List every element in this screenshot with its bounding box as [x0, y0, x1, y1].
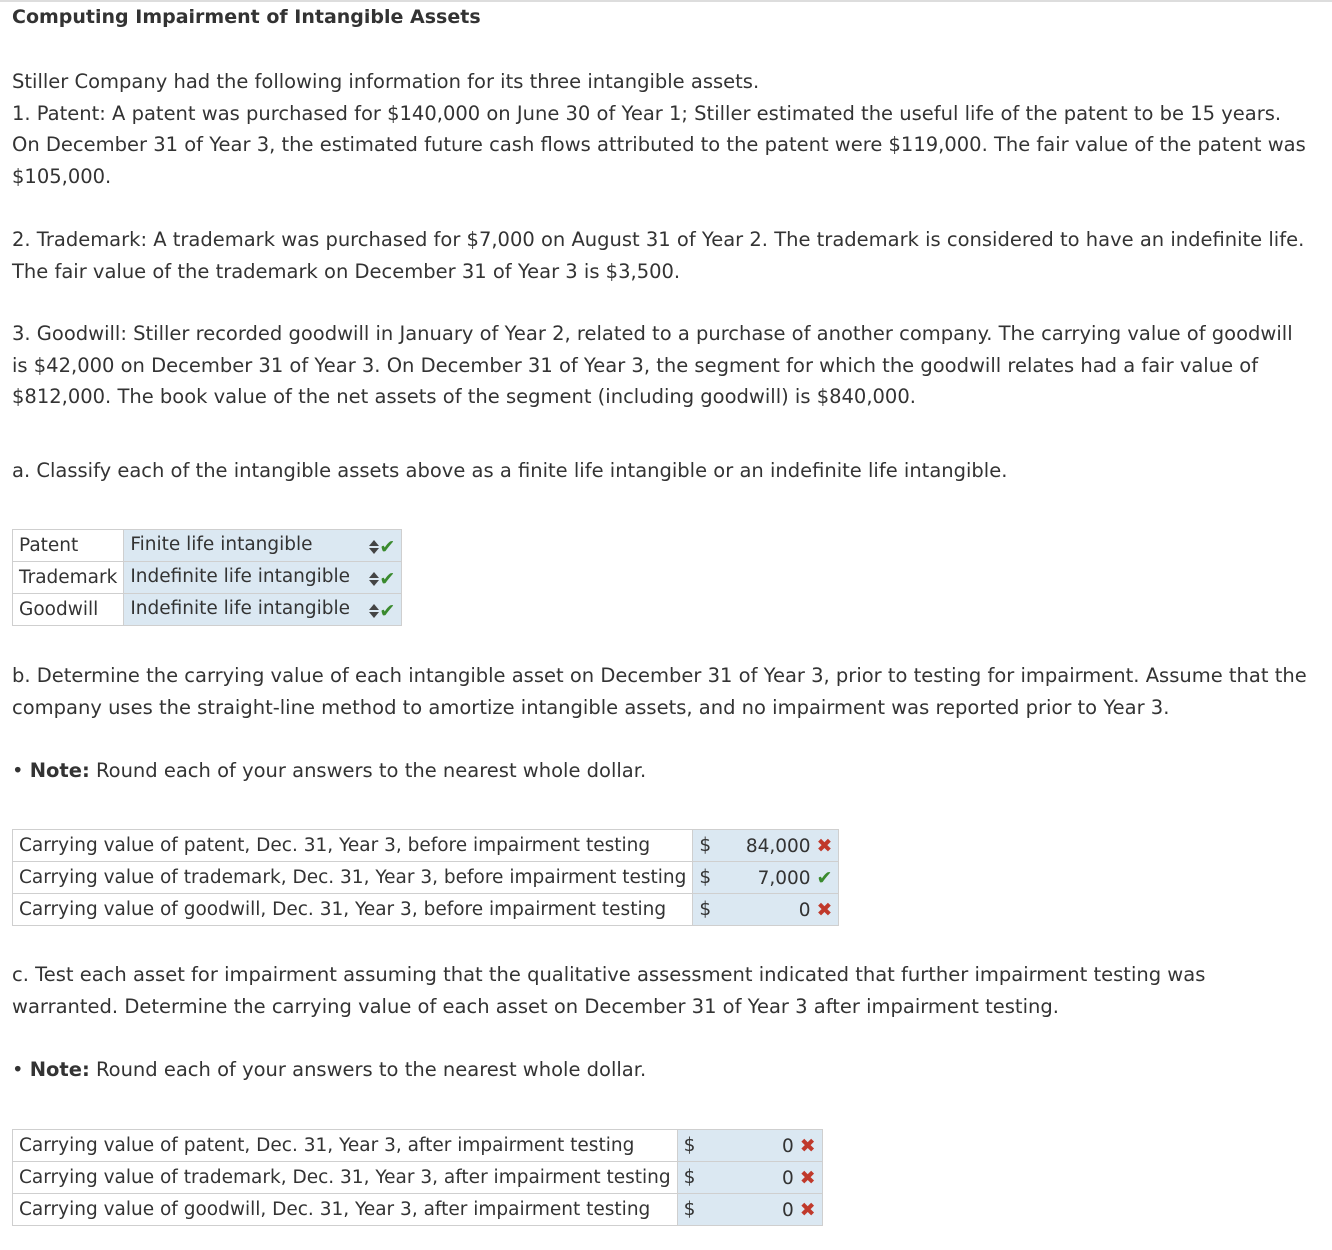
row-label: Carrying value of patent, Dec. 31, Year 3, after impairment testing [13, 1130, 678, 1162]
select-value: Indefinite life intangible [130, 597, 351, 619]
note-label: Note: [29, 759, 90, 782]
row-label: Carrying value of trademark, Dec. 31, Year 3, after impairment testing [13, 1162, 678, 1194]
carrying-value-input[interactable] [677, 1162, 822, 1194]
classification-select[interactable] [124, 530, 402, 562]
table-row [13, 830, 839, 862]
item-goodwill: 3. Goodwill: Stiller recorded goodwill in January of Year 2, related to a purchase of another company. The carrying value of goodwill is $42,000 on December 31 of Year 3. On December 31 of Year 3, the segment for which the goodwill relates had a fair value of $812,000. The book value of the net assets of the segment (including goodwill) is $840,000. [12, 322, 1293, 408]
cross-icon: ✖ [816, 834, 833, 857]
table-row [13, 594, 402, 626]
carrying-value-input[interactable] [693, 862, 839, 894]
check-icon: ✔ [379, 599, 396, 622]
part-a-question: a. Classify each of the intangible assets above as a finite life intangible or an indefinite life intangible. [12, 459, 1008, 482]
row-label: Carrying value of goodwill, Dec. 31, Year 3, before impairment testing [13, 894, 693, 926]
part-c-note: • Note: Round each of your answers to the nearest whole dollar. [12, 1058, 647, 1081]
table-row [13, 894, 839, 926]
table-row [13, 1162, 823, 1194]
dollar-sign: $ [699, 866, 712, 888]
row-label: Goodwill [13, 594, 124, 626]
select-value: Indefinite life intangible [130, 565, 351, 587]
table-row [13, 1194, 823, 1226]
dropdown-arrows-icon[interactable] [369, 572, 378, 586]
input-value: 0 [782, 1167, 794, 1189]
table-row [13, 1130, 823, 1162]
row-label: Carrying value of patent, Dec. 31, Year 3, before impairment testing [13, 830, 693, 862]
input-value: 0 [798, 899, 811, 921]
note-text: Round each of your answers to the nearest whole dollar. [89, 1058, 647, 1081]
input-value: 84,000 [745, 835, 811, 857]
item-patent: 1. Patent: A patent was purchased for $140,000 on June 30 of Year 1; Stiller estimated the useful life of the patent to be 15 years. On December 31 of Year 3, the estimated future cash flows attributed to the patent were $119,000. The fair value of the patent was $105,000. [12, 101, 1306, 188]
part-a-table [12, 529, 402, 626]
page-title: Computing Impairment of Intangible Assets [12, 6, 481, 28]
dropdown-arrows-icon[interactable] [369, 540, 378, 554]
dollar-sign: $ [683, 1166, 696, 1188]
dollar-sign: $ [699, 834, 712, 856]
check-icon: ✔ [379, 535, 396, 558]
note-text: Round each of your answers to the nearest whole dollar. [89, 759, 647, 782]
input-value: 7,000 [757, 867, 811, 889]
part-c-question: c. Test each asset for impairment assuming that the qualitative assessment indicated that further impairment testing was warranted. Determine the carrying value of each asset on December 31 of Year 3 after impairment testing. [12, 963, 1206, 1018]
part-b-note: • Note: Round each of your answers to the nearest whole dollar. [12, 759, 647, 782]
note-label: Note: [29, 1058, 90, 1081]
part-c-table [12, 1129, 823, 1226]
carrying-value-input[interactable] [693, 830, 839, 862]
cross-icon: ✖ [799, 1134, 816, 1157]
row-label: Carrying value of trademark, Dec. 31, Year 3, before impairment testing [13, 862, 693, 894]
part-b-table [12, 829, 839, 926]
check-icon: ✔ [816, 866, 833, 889]
dollar-sign: $ [683, 1134, 696, 1156]
input-value: 0 [782, 1199, 794, 1221]
classification-select[interactable] [124, 594, 402, 626]
intro-text: Stiller Company had the following information for its three intangible assets. [12, 70, 760, 93]
dropdown-arrows-icon[interactable] [369, 604, 378, 618]
select-value: Finite life intangible [130, 533, 313, 555]
dollar-sign: $ [683, 1198, 696, 1220]
part-b-question: b. Determine the carrying value of each intangible asset on December 31 of Year 3, prior to testing for impairment. Assume that the company uses the straight-line method to amortize intangible assets, and no impairment was reported prior to Year 3. [12, 664, 1307, 719]
row-label: Trademark [13, 562, 124, 594]
carrying-value-input[interactable] [677, 1194, 822, 1226]
row-label: Patent [13, 530, 124, 562]
table-row [13, 530, 402, 562]
table-row [13, 862, 839, 894]
input-value: 0 [782, 1135, 794, 1157]
top-divider [0, 0, 1332, 2]
row-label: Carrying value of goodwill, Dec. 31, Year 3, after impairment testing [13, 1194, 678, 1226]
dollar-sign: $ [699, 898, 712, 920]
carrying-value-input[interactable] [693, 894, 839, 926]
cross-icon: ✖ [799, 1166, 816, 1189]
classification-select[interactable] [124, 562, 402, 594]
check-icon: ✔ [379, 567, 396, 590]
table-row [13, 562, 402, 594]
cross-icon: ✖ [799, 1198, 816, 1221]
carrying-value-input[interactable] [677, 1130, 822, 1162]
cross-icon: ✖ [816, 898, 833, 921]
item-trademark: 2. Trademark: A trademark was purchased for $7,000 on August 31 of Year 2. The trademark is considered to have an indefinite life. The fair value of the trademark on December 31 of Year 3 is $3,500. [12, 228, 1305, 283]
problem-intro [12, 66, 1312, 192]
